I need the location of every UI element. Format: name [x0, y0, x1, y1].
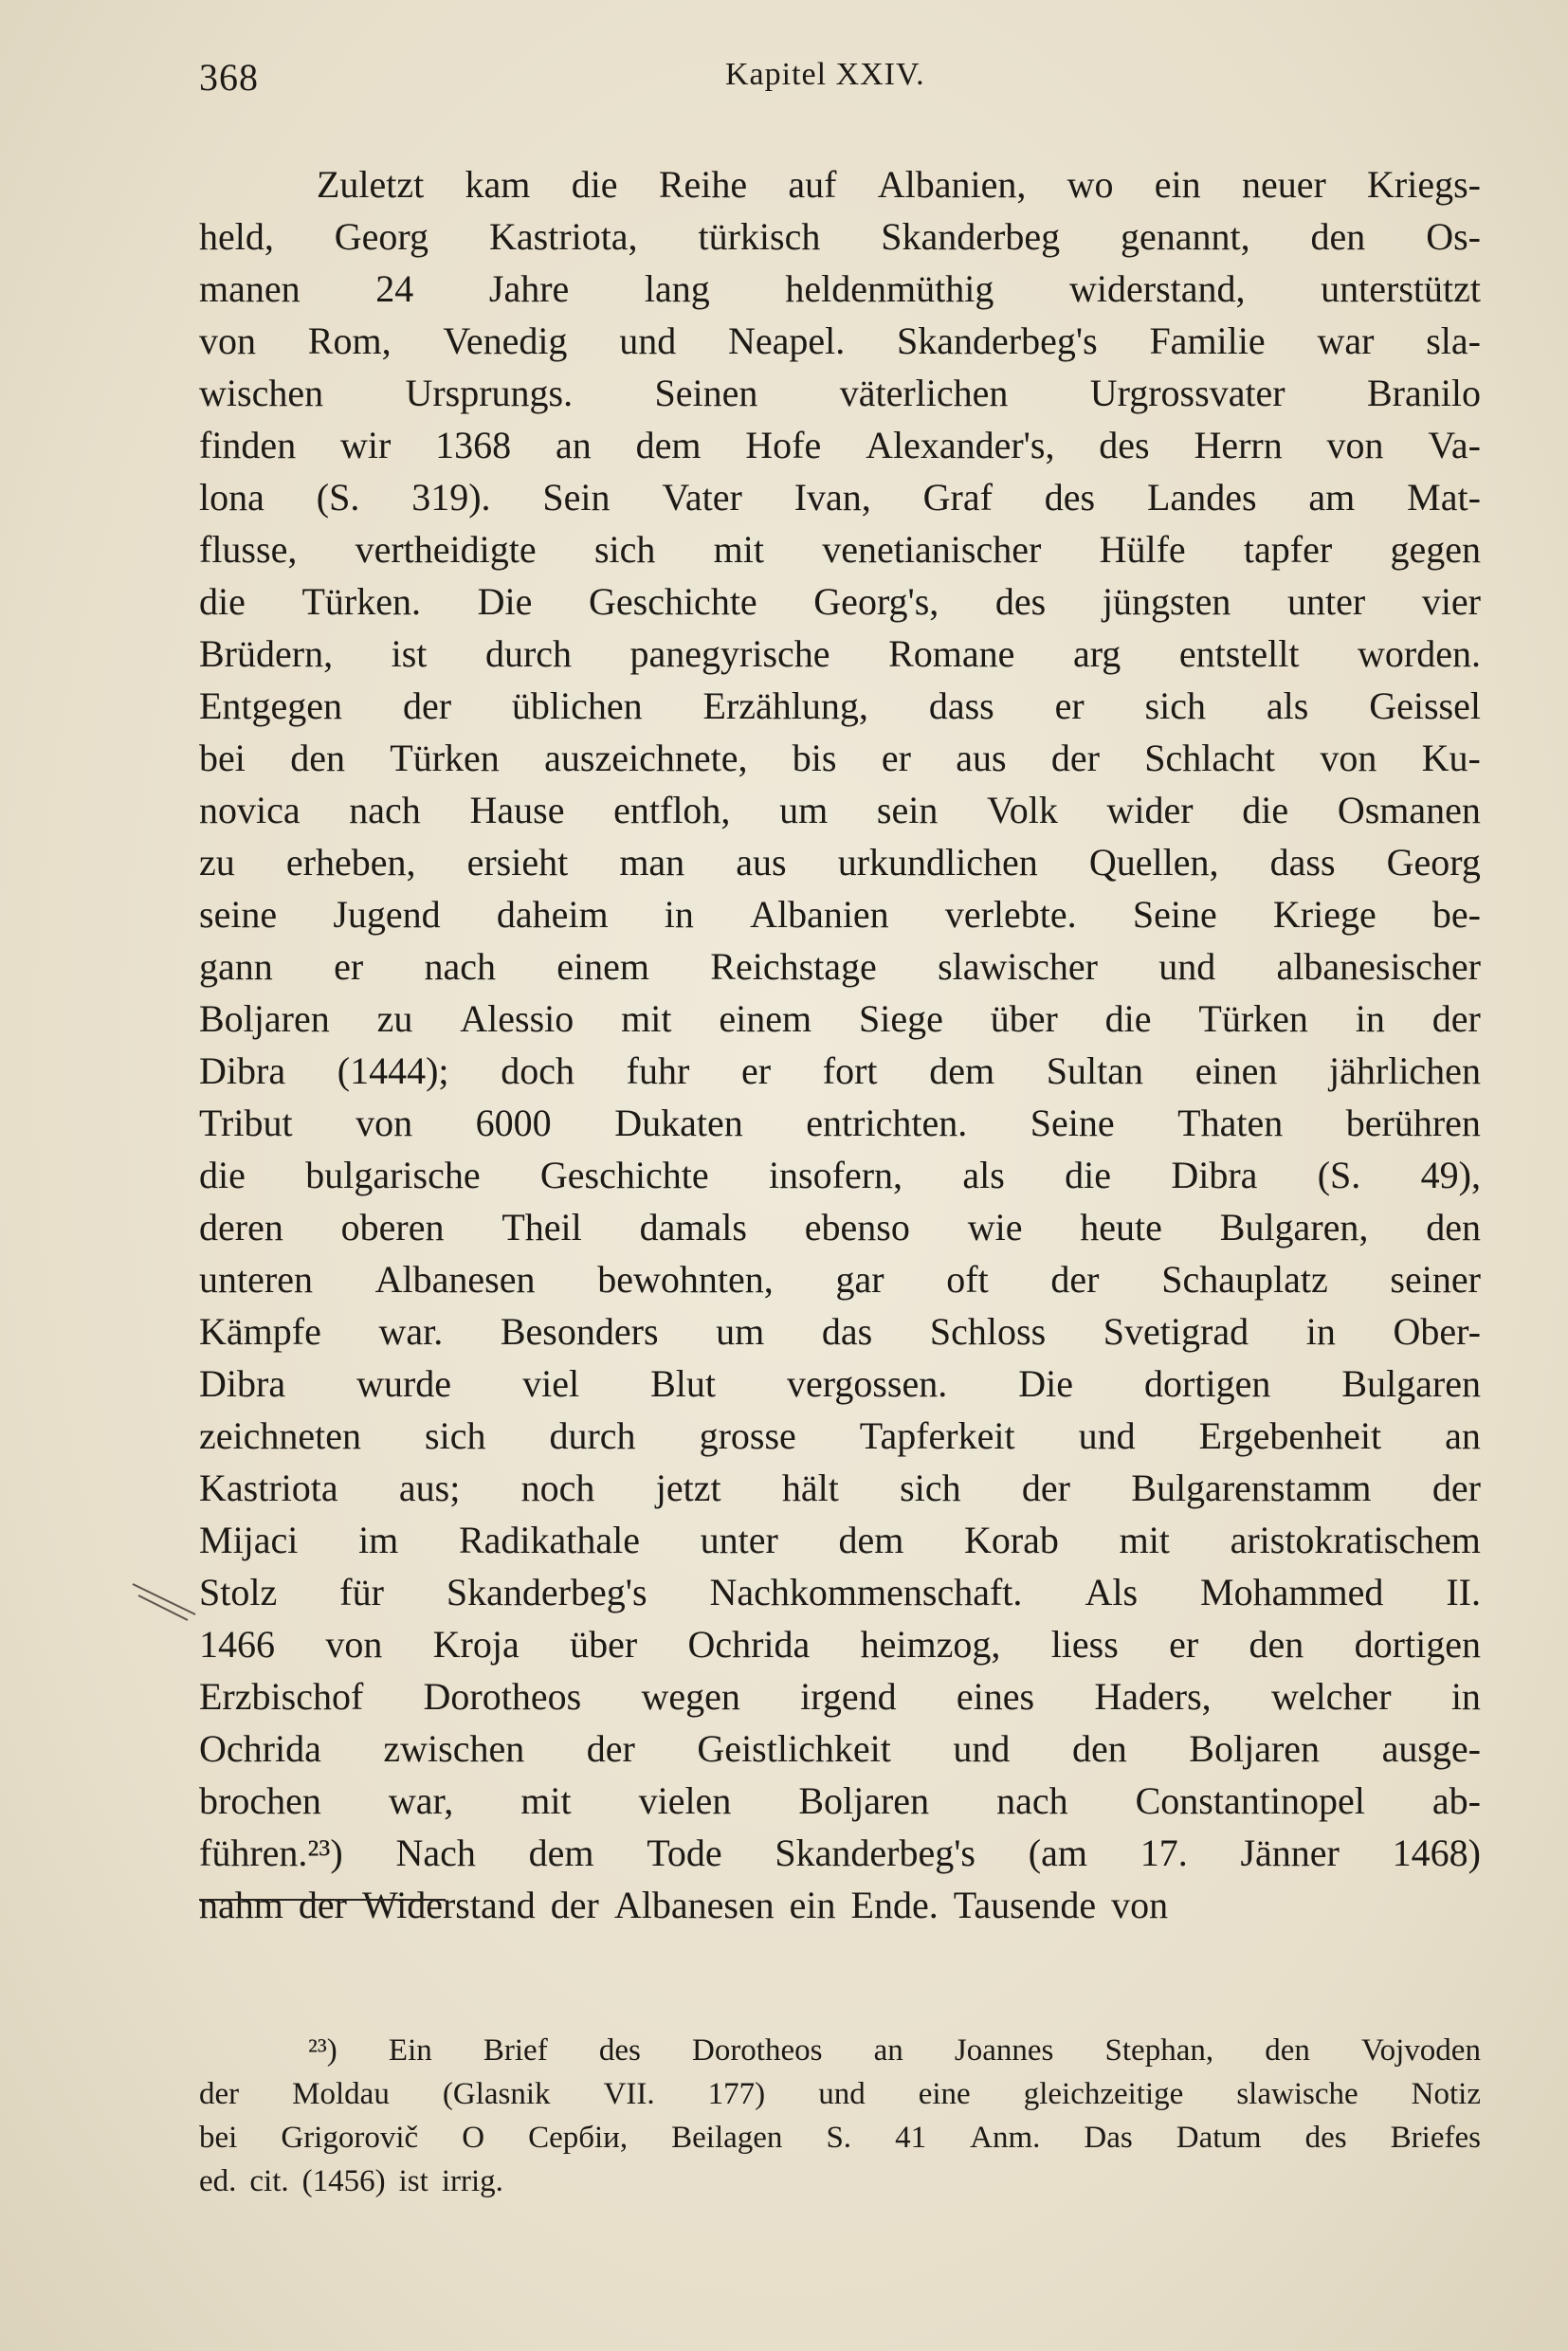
text-line: zeichneten sich durch grosse Tapferkeit und Ergebenheit an — [199, 1414, 1481, 1457]
text-line: Kämpfe war. Besonders um das Schloss Svetigrad in Ober- — [199, 1310, 1481, 1353]
text-line: Tribut von 6000 Dukaten entrichten. Seine Thaten berühren — [199, 1102, 1481, 1144]
text-line: Brüdern, ist durch panegyrische Romane arg entstellt worden. — [199, 632, 1481, 675]
footnote-rule — [199, 1899, 446, 1901]
page-number: 368 — [199, 56, 259, 99]
footnote-line: ²³) Ein Brief des Dorotheos an Joannes Stephan, den Vojvoden — [308, 2033, 1481, 2068]
text-line: novica nach Hause entfloh, um sein Volk wider die Osmanen — [199, 789, 1481, 831]
text-line: manen 24 Jahre lang heldenmüthig widerstand, unterstützt — [199, 267, 1481, 310]
text-line: die bulgarische Geschichte insofern, als die Dibra (S. 49), — [199, 1154, 1481, 1196]
text-line: finden wir 1368 an dem Hofe Alexander's, des Herrn von Va- — [199, 424, 1481, 466]
footnote-line: ed. cit. (1456) ist irrig. — [199, 2164, 503, 2198]
text-line: deren oberen Theil damals ebenso wie heute Bulgaren, den — [199, 1206, 1481, 1248]
text-line: von Rom, Venedig und Neapel. Skanderbeg's Familie war sla- — [199, 319, 1481, 362]
footnotes — [199, 2029, 1481, 2203]
footnote-line: der Moldau (Glasnik VII. 177) und eine gleichzeitige slawische Notiz — [199, 2077, 1481, 2111]
text-line: Erzbischof Dorotheos wegen irgend eines Haders, welcher in — [199, 1675, 1481, 1718]
text-line: seine Jugend daheim in Albanien verlebte. Seine Kriege be- — [199, 893, 1481, 936]
text-line: Dibra wurde viel Blut vergossen. Die dortigen Bulgaren — [199, 1362, 1481, 1405]
text-line: Stolz für Skanderbeg's Nachkommenschaft. Als Mohammed II. — [199, 1571, 1481, 1613]
text-line: brochen war, mit vielen Boljaren nach Constantinopel ab- — [199, 1779, 1481, 1822]
text-line: Dibra (1444); doch fuhr er fort dem Sultan einen jährlichen — [199, 1049, 1481, 1092]
footnote-line: bei Grigorovič O Cepбiи, Beilagen S. 41 Anm. Das Datum des Briefes — [199, 2121, 1481, 2155]
page-header — [199, 55, 1483, 112]
text-line: flusse, vertheidigte sich mit venetianischer Hülfe tapfer gegen — [199, 528, 1481, 571]
text-line: 1466 von Kroja über Ochrida heimzog, liess er den dortigen — [199, 1623, 1481, 1666]
text-line: Zuletzt kam die Reihe auf Albanien, wo ein neuer Kriegs- — [317, 163, 1481, 206]
text-line: Ochrida zwischen der Geistlichkeit und den Boljaren ausge- — [199, 1727, 1481, 1770]
text-line: lona (S. 319). Sein Vater Ivan, Graf des Landes am Mat- — [199, 476, 1481, 519]
text-line: nahm der Widerstand der Albanesen ein Ende. Tausende von — [199, 1884, 1169, 1926]
margin-pencil-mark-icon — [131, 1576, 197, 1624]
text-line: held, Georg Kastriota, türkisch Skanderbeg genannt, den Os- — [199, 215, 1481, 258]
text-line: Mijaci im Radikathale unter dem Korab mit aristokratischem — [199, 1519, 1481, 1561]
text-line: unteren Albanesen bewohnten, gar oft der Schauplatz seiner — [199, 1258, 1481, 1301]
text-line: die Türken. Die Geschichte Georg's, des jüngsten unter vier — [199, 580, 1481, 623]
text-line: wischen Ursprungs. Seinen väterlichen Urgrossvater Branilo — [199, 372, 1481, 414]
text-line: Entgegen der üblichen Erzählung, dass er sich als Geissel — [199, 684, 1481, 727]
text-line: zu erheben, ersieht man aus urkundlichen Quellen, dass Georg — [199, 841, 1481, 884]
text-line: Kastriota aus; noch jetzt hält sich der Bulgarenstamm der — [199, 1467, 1481, 1509]
text-line: gann er nach einem Reichstage slawischer und albanesischer — [199, 945, 1481, 988]
running-head: Kapitel XXIV. — [725, 57, 925, 92]
text-line: bei den Türken auszeichnete, bis er aus der Schlacht von Ku- — [199, 737, 1481, 779]
text-line: Boljaren zu Alessio mit einem Siege über die Türken in der — [199, 997, 1481, 1040]
body-text — [199, 158, 1481, 1931]
text-line: führen.²³) Nach dem Tode Skanderbeg's (am 17. Jänner 1468) — [199, 1832, 1481, 1874]
